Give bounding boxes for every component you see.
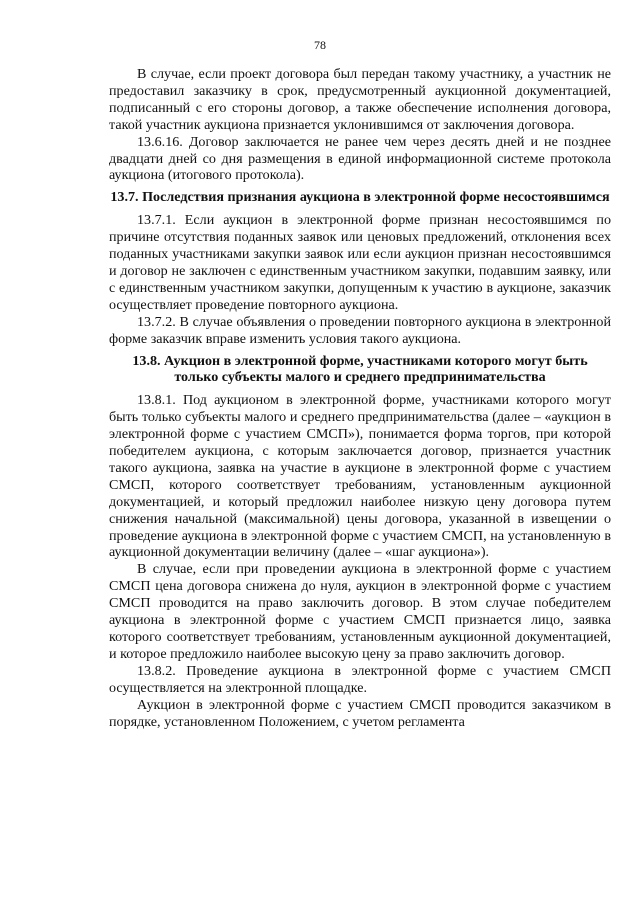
paragraph: 13.8.2. Проведение аукциона в электронной форме с участием СМСП осуществляется на электронной площадке. xyxy=(109,662,611,696)
document-body xyxy=(109,66,611,730)
paragraph: Аукцион в электронной форме с участием СМСП проводится заказчиком в порядке, установленном Положением, с учетом регламента xyxy=(109,696,611,730)
page-number: 78 xyxy=(314,38,326,52)
paragraph: 13.7.2. В случае объявления о проведении повторного аукциона в электронной форме заказчик вправе изменить условия такого аукциона. xyxy=(109,313,611,347)
section-heading-13-8: 13.8. Аукцион в электронной форме, участниками которого могут быть только субъекты малого и среднего предпринимательства xyxy=(132,352,588,386)
paragraph: 13.6.16. Договор заключается не ранее чем через десять дней и не позднее двадцати дней со дня размещения в единой информационной системе протокола аукциона (итогового протокола). xyxy=(109,133,611,184)
section-heading-13-7: 13.7. Последствия признания аукциона в электронной форме несостоявшимся xyxy=(110,189,610,206)
paragraph: В случае, если проект договора был передан такому участнику, а участник не предоставил заказчику в срок, предусмотренный аукционной документацией, подписанный с его стороны договор, а также обеспечение исполнения договора, такой участник аукциона признается уклонившимся от заключения договора. xyxy=(109,66,611,133)
paragraph: 13.7.1. Если аукцион в электронной форме признан несостоявшимся по причине отсутствия поданных заявок или ценовых предложений, отклонения всех поданных участниками закупки заявок или если аукцион признан несостоявшимся и договор не заключен с единственным участником закупки, подавшим заявку, или с единственным участником закупки, допущенным к участию в аукционе, заказчик осуществляет проведение повторного аукциона. xyxy=(109,212,611,313)
paragraph: 13.8.1. Под аукционом в электронной форме, участниками которого могут быть только субъекты малого и среднего предпринимательства (далее – «аукцион в электронной форме с участием СМСП»), понимается форма торгов, при которой победителем аукциона, с которым заключается договор, признается участник такого аукциона, заявка на участие в аукционе в электронной форме с участием СМСП, которого соответствует требованиям, установленным аукционной документацией, и который предложил наиболее низкую цену договора путем снижения начальной (максимальной) цены договора, указанной в извещении о проведение аукциона в электронной форме с участием СМСП, на установленную в аукционной документации величину (далее – «шаг аукциона»). xyxy=(109,392,611,561)
paragraph: В случае, если при проведении аукциона в электронной форме с участием СМСП цена договора снижена до нуля, аукцион в электронной форме с участием СМСП проводится на право заключить договор. В этом случае победителем аукциона в электронной форме с участием СМСП признается лицо, заявка которого соответствует требованиям, установленным аукционной документацией, и которое предложило наиболее высокую цену за право заключить договор. xyxy=(109,561,611,662)
